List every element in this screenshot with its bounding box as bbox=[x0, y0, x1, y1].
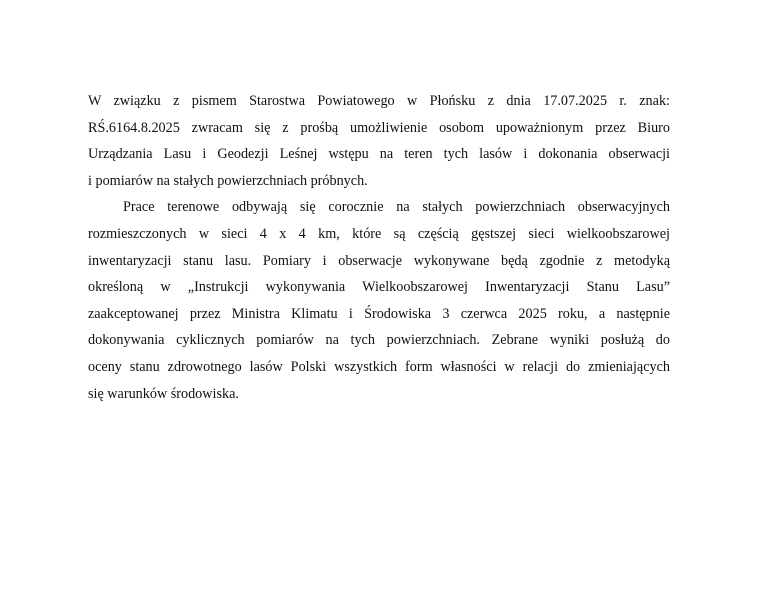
paragraph-line: zaakceptowanej przez Ministra Klimatu i Środowiska 3 czerwca 2025 roku, a następnie bbox=[88, 305, 670, 322]
paragraph-line: oceny stanu zdrowotnego lasów Polski wszystkich form własności w relacji do zmieniających bbox=[88, 358, 670, 375]
paragraph-line: dokonywania cyklicznych pomiarów na tych powierzchniach. Zebrane wyniki posłużą do bbox=[88, 332, 670, 349]
paragraph-line: rozmieszczonych w sieci 4 x 4 km, które są częścią gęstszej sieci wielkoobszarowej bbox=[88, 225, 670, 242]
paragraph-2 bbox=[88, 194, 670, 407]
paragraph-line: i pomiarów na stałych powierzchniach próbnych. bbox=[88, 172, 368, 189]
paragraph-line: się warunków środowiska. bbox=[88, 385, 239, 402]
paragraph-line: RŚ.6164.8.2025 zwracam się z prośbą umożliwienie osobom upoważnionym przez Biuro bbox=[88, 119, 670, 136]
paragraph-line: inwentaryzacji stanu lasu. Pomiary i obserwacje wykonywane będą zgodnie z metodyką bbox=[88, 252, 670, 269]
paragraph-1 bbox=[88, 88, 670, 194]
paragraph-line: W związku z pismem Starostwa Powiatowego w Płońsku z dnia 17.07.2025 r. znak: bbox=[88, 93, 670, 109]
paragraph-line: Urządzania Lasu i Geodezji Leśnej wstępu na teren tych lasów i dokonania obserwacji bbox=[88, 146, 670, 163]
letter-body bbox=[88, 88, 670, 407]
paragraph-line: określoną w „Instrukcji wykonywania Wielkoobszarowej Inwentaryzacji Stanu Lasu” bbox=[88, 279, 670, 296]
paragraph-line: Prace terenowe odbywają się corocznie na stałych powierzchniach obserwacyjnych bbox=[123, 199, 670, 216]
